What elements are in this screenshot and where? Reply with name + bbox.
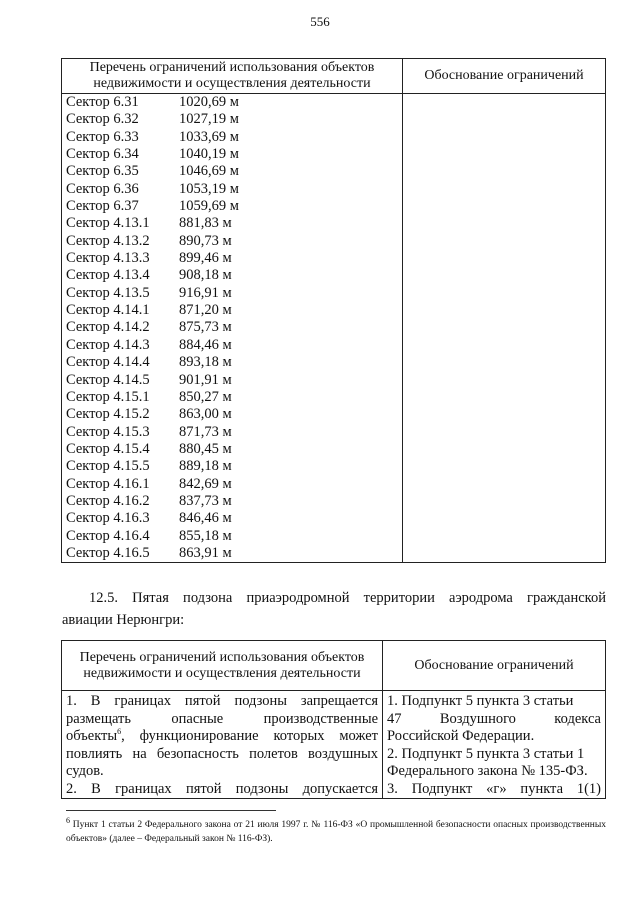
sector-distance: 880,45 м bbox=[179, 440, 232, 457]
sector-row bbox=[66, 406, 402, 423]
sector-row bbox=[66, 267, 402, 284]
sector-name: Сектор 4.13.2 bbox=[66, 232, 150, 249]
sector-name: Сектор 4.15.4 bbox=[66, 440, 150, 457]
sector-name: Сектор 4.14.4 bbox=[66, 354, 150, 371]
sector-name: Сектор 4.14.2 bbox=[66, 319, 150, 336]
sector-name: Сектор 4.14.1 bbox=[66, 302, 150, 319]
sector-row bbox=[66, 129, 402, 146]
sector-name: Сектор 6.36 bbox=[66, 180, 139, 197]
sector-name: Сектор 4.16.4 bbox=[66, 527, 150, 544]
justification-line: 3. Подпункт «г» пункта 1(1) bbox=[387, 780, 601, 797]
sector-name: Сектор 4.16.3 bbox=[66, 510, 150, 527]
sector-name: Сектор 6.33 bbox=[66, 128, 139, 145]
sector-name: Сектор 4.13.3 bbox=[66, 250, 150, 267]
sector-name: Сектор 4.13.1 bbox=[66, 215, 150, 232]
sector-row bbox=[66, 215, 402, 232]
table-header-row bbox=[62, 59, 606, 94]
sector-distance: 890,73 м bbox=[179, 232, 232, 249]
sector-name: Сектор 6.32 bbox=[66, 111, 139, 128]
sector-row bbox=[66, 250, 402, 267]
restriction-text: , функционирование которых может bbox=[121, 728, 378, 744]
restriction-line-with-footnote bbox=[66, 728, 378, 746]
footnote-text: Пункт 1 статьи 2 Федерального закона от 21 июля 1997 г. № 116-ФЗ «О промышленной безопасности опасных производственных объектов» (далее – Федеральный закон № 116-ФЗ). bbox=[66, 820, 606, 844]
sector-row bbox=[66, 111, 402, 128]
sector-row bbox=[66, 441, 402, 458]
sector-name: Сектор 4.15.3 bbox=[66, 423, 150, 440]
sector-row bbox=[66, 510, 402, 527]
sector-list bbox=[62, 94, 402, 562]
sector-row bbox=[66, 198, 402, 215]
sector-distance: 889,18 м bbox=[179, 458, 232, 475]
footnote-marker[interactable]: 6 bbox=[117, 727, 122, 737]
sector-row bbox=[66, 424, 402, 441]
sector-distance: 875,73 м bbox=[179, 319, 232, 336]
sector-row bbox=[66, 233, 402, 250]
sector-distance: 901,91 м bbox=[179, 371, 232, 388]
sector-distance: 863,00 м bbox=[179, 406, 232, 423]
restriction-text: объекты bbox=[66, 728, 118, 744]
sector-row bbox=[66, 146, 402, 163]
sector-distance: 1046,69 м bbox=[179, 163, 239, 180]
sector-row bbox=[66, 302, 402, 319]
sector-name: Сектор 6.35 bbox=[66, 163, 139, 180]
sector-name: Сектор 6.31 bbox=[66, 94, 139, 110]
sector-distance: 850,27 м bbox=[179, 388, 232, 405]
justification-line: Российской Федерации. bbox=[387, 728, 535, 744]
sector-distance: 863,91 м bbox=[179, 544, 232, 561]
sector-distance: 1027,19 м bbox=[179, 111, 239, 128]
sector-distance: 846,46 м bbox=[179, 510, 232, 527]
sector-row bbox=[66, 458, 402, 475]
sector-row bbox=[66, 337, 402, 354]
restrictions-table-zone5 bbox=[61, 640, 606, 799]
sector-row bbox=[66, 493, 402, 510]
justification-line: 2. Подпункт 5 пункта 3 статьи 1 bbox=[387, 745, 585, 762]
sector-distance: 1053,19 м bbox=[179, 180, 239, 197]
footnote bbox=[66, 815, 606, 846]
table-body-row bbox=[62, 691, 606, 799]
sector-name: Сектор 4.16.2 bbox=[66, 492, 150, 509]
sector-name: Сектор 4.16.1 bbox=[66, 475, 150, 492]
table-header-row bbox=[62, 641, 606, 691]
restriction-text-cell bbox=[62, 691, 383, 799]
sector-row bbox=[66, 476, 402, 493]
sector-name: Сектор 6.37 bbox=[66, 198, 139, 215]
sector-row bbox=[66, 354, 402, 371]
restriction-line: размещать опасные производственные bbox=[66, 710, 378, 727]
sector-list-cell bbox=[62, 94, 403, 563]
sector-distance: 871,20 м bbox=[179, 302, 232, 319]
sector-row bbox=[66, 285, 402, 302]
sector-row bbox=[66, 372, 402, 389]
sector-name: Сектор 4.13.5 bbox=[66, 284, 150, 301]
justification-line: 47 Воздушного кодекса bbox=[387, 710, 601, 727]
sector-row bbox=[66, 181, 402, 198]
sector-row bbox=[66, 545, 402, 562]
section-heading-continuation: авиации Нерюнгри: bbox=[62, 612, 185, 628]
justification-line: Федерального закона № 135-ФЗ. bbox=[387, 763, 588, 779]
restrictions-table-sectors bbox=[61, 58, 606, 563]
sector-distance: 899,46 м bbox=[179, 250, 232, 267]
header-justification: Обоснование ограничений bbox=[383, 641, 606, 691]
justification-cell-empty bbox=[403, 94, 606, 563]
header-restrictions-list: Перечень ограничений использования объектов недвижимости и осуществления деятельности bbox=[62, 641, 383, 691]
sector-distance: 881,83 м bbox=[179, 215, 232, 232]
sector-name: Сектор 4.15.2 bbox=[66, 406, 150, 423]
sector-name: Сектор 6.34 bbox=[66, 146, 139, 163]
sector-distance: 1033,69 м bbox=[179, 128, 239, 145]
sector-distance: 884,46 м bbox=[179, 336, 232, 353]
sector-row bbox=[66, 163, 402, 180]
sector-distance: 855,18 м bbox=[179, 527, 232, 544]
footnote-divider bbox=[66, 810, 276, 811]
restriction-line: 1. В границах пятой подзоны запрещается bbox=[66, 693, 378, 709]
header-restrictions-list: Перечень ограничений использования объектов недвижимости и осуществления деятельности bbox=[62, 59, 403, 94]
sector-distance: 842,69 м bbox=[179, 475, 232, 492]
sector-row bbox=[66, 389, 402, 406]
sector-name: Сектор 4.16.5 bbox=[66, 544, 150, 561]
sector-distance: 908,18 м bbox=[179, 267, 232, 284]
restriction-line: судов. bbox=[66, 763, 104, 779]
sector-row bbox=[66, 94, 402, 111]
sector-distance: 1059,69 м bbox=[179, 198, 239, 215]
sector-name: Сектор 4.13.4 bbox=[66, 267, 150, 284]
sector-row bbox=[66, 528, 402, 545]
table-body-row bbox=[62, 94, 606, 563]
sector-name: Сектор 4.15.5 bbox=[66, 458, 150, 475]
justification-line: 1. Подпункт 5 пункта 3 статьи bbox=[387, 693, 574, 709]
sector-distance: 837,73 м bbox=[179, 492, 232, 509]
sector-distance: 1040,19 м bbox=[179, 146, 239, 163]
header-justification: Обоснование ограничений bbox=[403, 59, 606, 94]
sector-name: Сектор 4.14.3 bbox=[66, 336, 150, 353]
sector-distance: 916,91 м bbox=[179, 284, 232, 301]
justification-text-cell bbox=[383, 691, 606, 799]
restriction-line: 2. В границах пятой подзоны допускается bbox=[66, 780, 378, 797]
sector-distance: 1020,69 м bbox=[179, 94, 239, 110]
page-number: 556 bbox=[310, 14, 330, 29]
restriction-line: повлиять на безопасность полетов воздушных bbox=[66, 745, 378, 762]
sector-name: Сектор 4.15.1 bbox=[66, 388, 150, 405]
sector-row bbox=[66, 319, 402, 336]
sector-name: Сектор 4.14.5 bbox=[66, 371, 150, 388]
footnote-number: 6 bbox=[66, 815, 70, 825]
sector-distance: 893,18 м bbox=[179, 354, 232, 371]
sector-distance: 871,73 м bbox=[179, 423, 232, 440]
section-heading-12-5: 12.5. Пятая подзона приаэродромной территории аэродрома гражданской bbox=[89, 590, 606, 606]
